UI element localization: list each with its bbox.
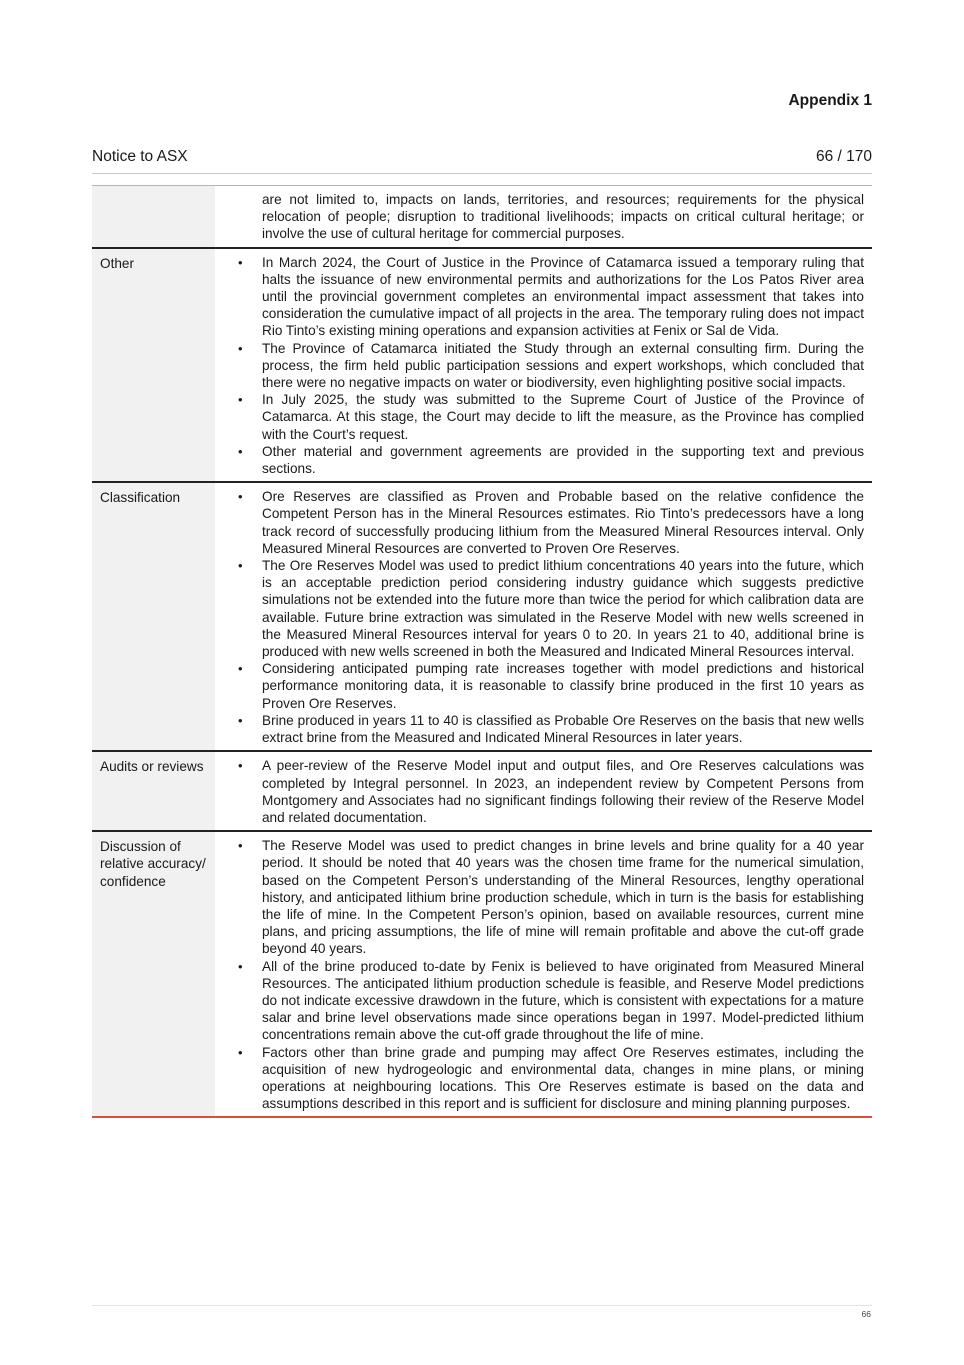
row-label: Other — [92, 248, 215, 483]
footer-divider — [92, 1305, 872, 1306]
table-row-discussion — [92, 831, 872, 1117]
bullet-item: • In July 2025, the study was submitted to the Supreme Court of Justice of the Province of Catamarca. At this stage, the Court may decide to lift the measure, as the Province has complied with the Court’s request. — [238, 391, 864, 443]
criteria-table — [92, 186, 872, 1118]
bullet-item: • Brine produced in years 11 to 40 is classified as Probable Ore Reserves on the basis that new wells extract brine from the Measured and Indicated Mineral Resources in later years. — [238, 712, 864, 746]
bullet-item: • The Province of Catamarca initiated the Study through an external consulting firm. During the process, the firm held public participation sessions and expert workshops, which concluded that there were no negative impacts on water or biodiversity, even highlighting positive social impacts. — [238, 340, 864, 392]
row-label: Audits or reviews — [92, 751, 215, 831]
table-row-classification — [92, 482, 872, 751]
bullet-list — [238, 837, 864, 1112]
bullet-item: • A peer-review of the Reserve Model input and output files, and Ore Reserves calculations was completed by Integral personnel. In 2023, an independent review by Competent Persons from Montgomery and Associates had no significant findings following their review of the Reserve Model and related documentation. — [238, 757, 864, 826]
bullet-item: • Ore Reserves are classified as Proven and Probable based on the relative confidence the Competent Person has in the Mineral Resources estimates. Rio Tinto’s predecessors have a long track record of successfully producing lithium from the Measured Mineral Resources interval. Only Measured Mineral Resources are converted to Proven Ore Reserves. — [238, 488, 864, 557]
bullet-item: • In March 2024, the Court of Justice in the Province of Catamarca issued a temporary ruling that halts the issuance of new environmental permits and authorizations for the Los Patos River area until the provincial government completes an environmental impact assessment that takes into consideration the cumulative impact of all projects in the area. The temporary ruling does not impact Rio Tinto’s existing mining operations and expansion activities at Fenix or Sal de Vida. — [238, 254, 864, 340]
document-title: Notice to ASX — [92, 148, 188, 165]
row-label — [92, 186, 215, 248]
bullet-item: • Other material and government agreements are provided in the supporting text and previous sections. — [238, 443, 864, 477]
bullet-item: • Factors other than brine grade and pumping may affect Ore Reserves estimates, including the acquisition of new hydrogeologic and environmental data, changes in mine plans, or mining operations at neighbouring locations. This Ore Reserves estimate is based on the data and assumptions described in this report and is sufficient for disclosure and mining planning purposes. — [238, 1044, 864, 1113]
bullet-item: • All of the brine produced to-date by Fenix is believed to have originated from Measured Mineral Resources. The anticipated lithium production schedule is feasible, and Reserve Model predictions do not indicate excessive drawdown in the future, which is consistent with expectations for a mature salar and brine level observations made since operations began in 1997. Model-predicted lithium concentrations remain above the cut-off grade throughout the life of mine. — [238, 958, 864, 1044]
page-counter: 66 / 170 — [815, 148, 872, 165]
header-divider — [92, 173, 872, 174]
bullet-list — [238, 757, 864, 826]
table-row-audits — [92, 751, 872, 831]
bullet-list — [238, 254, 864, 478]
bullet-item: • The Ore Reserves Model was used to predict lithium concentrations 40 years into the future, which is an acceptable prediction period considering industry guidance which suggests predictive simulations not be extended into the future more than twice the period for which calibration data are available. Future brine extraction was simulated in the Reserve Model with new wells screened in the Measured Mineral Resources interval for years 0 to 20. In years 21 to 40, additional brine is produced with new wells screened in both the Measured and Indicated Mineral Resources interval. — [238, 557, 864, 660]
row-label: Classification — [92, 482, 215, 751]
footer-page-number: 66 — [861, 1309, 871, 1319]
table-row-other — [92, 248, 872, 483]
bullet-item: • Considering anticipated pumping rate increases together with model predictions and historical performance monitoring data, it is reasonable to classify brine produced in the first 10 years as Proven Ore Reserves. — [238, 660, 864, 712]
appendix-title: Appendix 1 — [788, 92, 872, 109]
row-paragraph: are not limited to, impacts on lands, territories, and resources; requirements for the physical relocation of people; disruption to traditional livelihoods; impacts on critical cultural heritage; or involve the use of cultural heritage for commercial purposes. — [262, 192, 864, 242]
bullet-list — [238, 488, 864, 746]
table-row-continuation — [92, 186, 872, 248]
bullet-item: • The Reserve Model was used to predict changes in brine levels and brine quality for a 40 year period. It should be noted that 40 years was the chosen time frame for the numerical simulation, based on the Competent Person’s understanding of the Mineral Resources, lengthy operational history, and anticipated lithium brine production schedule, which in turn is the basis for establishing the life of mine. In the Competent Person’s opinion, based on available resources, current mine plans, and pricing assumptions, the life of mine will remain profitable and above the cut-off grade beyond 40 years. — [238, 837, 864, 957]
row-label: Discussion of relative accuracy/ confidence — [92, 831, 215, 1117]
